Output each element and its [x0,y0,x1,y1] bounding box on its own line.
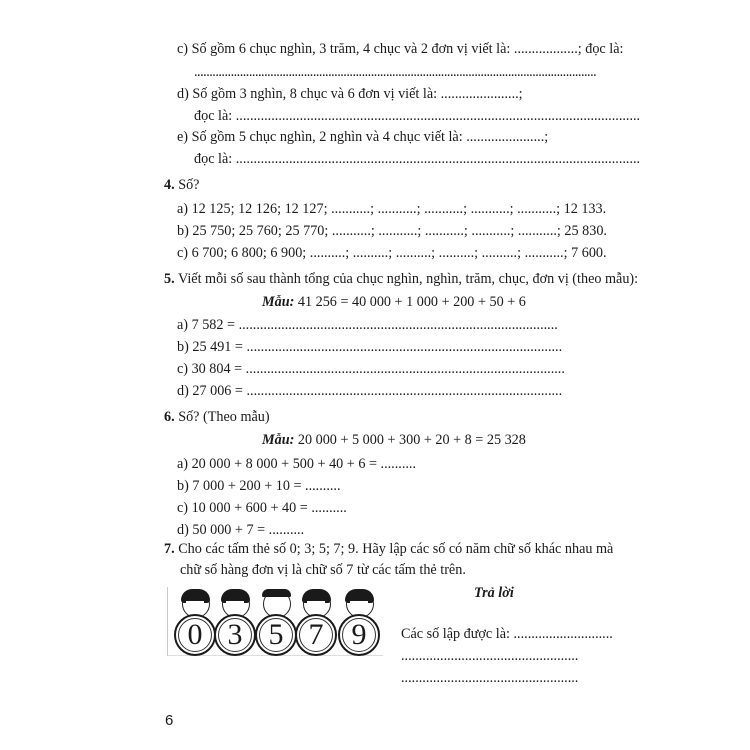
ex3-c-answer-line: .................................................................................................................................... [194,64,597,80]
ex6-heading [164,408,270,426]
number-card-0 [174,590,216,662]
ex6-item-c: c) 10 000 + 600 + 40 = .......... [177,500,347,516]
ex4-number: 4. [164,177,175,193]
ex3-d-line2: đọc là: .................................................................................................................. [194,108,641,124]
number-card-3 [214,590,256,662]
ex4-title: Số? [178,177,200,193]
answer-line-2: .................................................. [401,648,579,664]
card-digit: 7 [295,614,337,656]
ex3-c-line1: c) Số gồm 6 chục nghìn, 3 trăm, 4 chục và 2 đơn vị viết là: ..................; đọc là: [177,41,624,57]
ex6-item-d: d) 50 000 + 7 = .......... [177,522,305,538]
ex4-b: b) 25 750; 25 760; 25 770; ...........; ...........; ...........; ...........; ...........; 25 830. [177,223,607,239]
answer-line-3: .................................................. [401,670,579,686]
ex6-item-b: b) 7 000 + 200 + 10 = .......... [177,478,341,494]
number-card-9 [338,590,380,662]
answer-line-1: Các số lập được là: ............................ [401,626,613,642]
ex4-a: a) 12 125; 12 126; 12 127; ...........; ...........; ...........; ...........; ...........; 12 133. [177,201,607,217]
ex5-item-a: a) 7 582 = .......................................................................................... [177,317,558,333]
ex6-title: Số? (Theo mẫu) [178,409,270,425]
card-digit: 3 [214,614,256,656]
ex6-sample-text: 20 000 + 5 000 + 300 + 20 + 8 = 25 328 [297,432,526,448]
ex3-e-line2: đọc là: .................................................................................................................. [194,151,641,167]
ex6-item-a: a) 20 000 + 8 000 + 500 + 40 + 6 = .......... [177,456,417,472]
card-digit: 5 [255,614,297,656]
child-hair-icon [262,589,291,597]
number-card-5 [255,590,297,662]
answer-title: Trả lời [474,585,514,601]
ex6-sample [262,431,526,449]
ex5-sample [262,293,526,311]
page-number: 6 [165,712,174,729]
ex4-heading [164,176,199,194]
ex6-sample-label: Mẫu: [262,432,295,448]
ex7-number: 7. [164,541,175,557]
ex5-number: 5. [164,271,175,287]
ex4-c: c) 6 700; 6 800; 6 900; ..........; ..........; ..........; ..........; ..........; ...........; 7 600. [177,245,607,261]
ex5-sample-text: 41 256 = 40 000 + 1 000 + 200 + 50 + 6 [297,294,526,310]
ex5-item-c: c) 30 804 = .......................................................................................... [177,361,565,377]
card-digit: 0 [174,614,216,656]
ex5-item-b: b) 25 491 = ......................................................................................... [177,339,563,355]
ex3-d-line1: d) Số gồm 3 nghìn, 8 chục và 6 đơn vị viết là: ......................; [177,86,523,102]
ex5-item-d: d) 27 006 = ......................................................................................... [177,383,563,399]
ex3-e-line1: e) Số gồm 5 chục nghìn, 2 nghìn và 4 chục viết là: ......................; [177,129,549,145]
ex7-text-1: Cho các tấm thẻ số 0; 3; 5; 7; 9. Hãy lập các số có năm chữ số khác nhau mà [178,541,614,557]
ex5-heading [164,270,638,288]
number-card-7 [295,590,337,662]
ex6-number: 6. [164,409,175,425]
ex5-title: Viết mỗi số sau thành tổng của chục nghìn, nghìn, trăm, chục, đơn vị (theo mẫu): [177,271,639,287]
card-digit: 9 [338,614,380,656]
ex7-line2: chữ số hàng đơn vị là chữ số 7 từ các tấm thẻ trên. [180,562,466,578]
ex7-line1 [164,540,613,558]
ex5-sample-label: Mẫu: [262,294,295,310]
